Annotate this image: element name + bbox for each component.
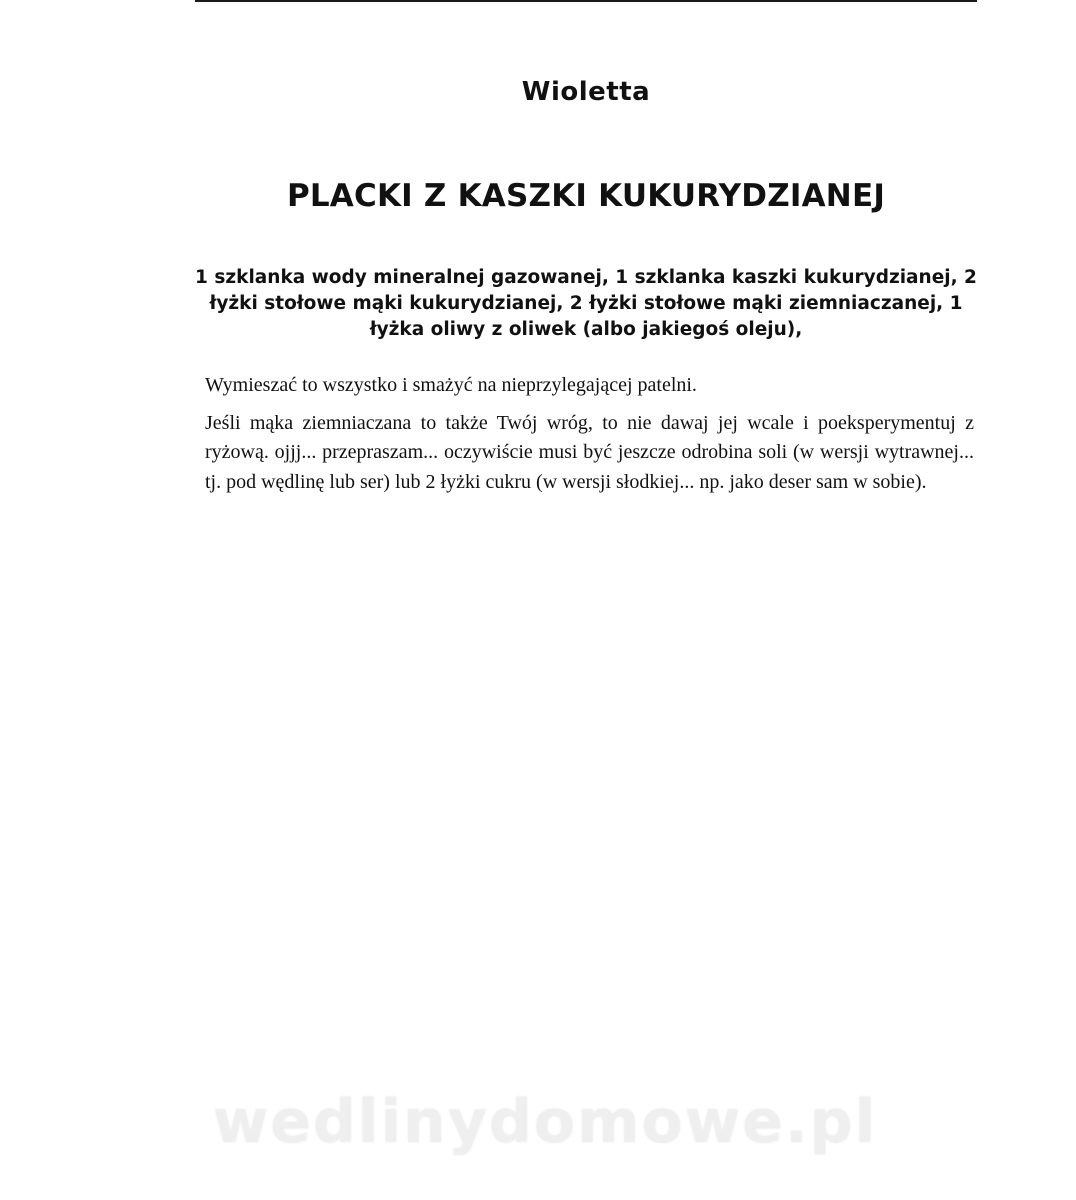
- note-paragraph: Jeśli mąka ziemniaczana to także Twój wróg, to nie dawaj jej wcale i poeksperymentuj z ryżową. ojjj... przepraszam... oczywiście musi być jeszcze odrobina soli (w wersji wytrawnej... tj. pod wędlinę lub ser) lub 2 łyżki cukru (w wersji słodkiej... np. jako deser sam w sobie).: [205, 411, 974, 493]
- ingredients-list: 1 szklanka wody mineralnej gazowanej, 1 szklanka kaszki kukurydzianej, 2 łyżki stołowe mąki kukurydzianej, 2 łyżki stołowe mąki ziemniaczanej, 1 łyżka oliwy z oliwek (albo jakiegoś oleju),: [195, 267, 977, 340]
- top-rule: [195, 0, 977, 2]
- instruction-paragraph: Wymieszać to wszystko i smażyć na nieprzylegającej patelni.: [205, 374, 697, 396]
- watermark: wedlinydomowe.pl: [212, 1087, 878, 1157]
- recipe-body: [205, 371, 974, 505]
- author-name: Wioletta: [521, 77, 651, 107]
- recipe-title: PLACKI Z KASZKI KUKURYDZIANEJ: [286, 178, 886, 214]
